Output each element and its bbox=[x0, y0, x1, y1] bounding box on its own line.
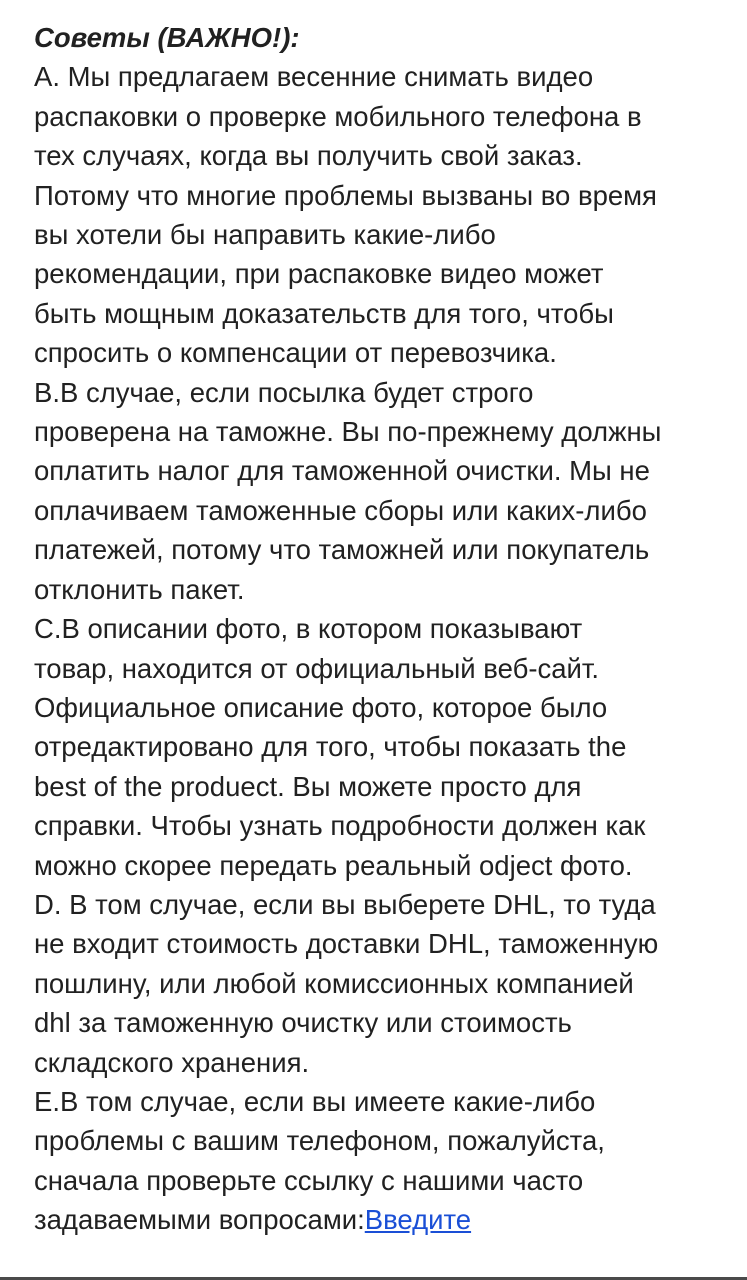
tip-d-line: dhl за таможенную очистку или стоимость bbox=[34, 1007, 572, 1039]
tip-a-line: Потому что многие проблемы вызваны во время bbox=[34, 179, 657, 211]
tip-a-line: A. Мы предлагаем весенние снимать видео bbox=[34, 61, 594, 93]
tip-c-line: товар, находится от официальный веб-сайт. bbox=[34, 652, 600, 684]
tip-d-line: D. В том случае, если вы выберете DHL, то туда bbox=[34, 888, 656, 920]
tip-b-line: оплатить налог для таможенной очистки. Мы не bbox=[34, 455, 650, 487]
tip-e-line: сначала проверьте ссылку с нашими часто bbox=[34, 1164, 584, 1196]
tip-d-line: складского хранения. bbox=[34, 1046, 310, 1078]
faq-link[interactable]: Введите bbox=[364, 1204, 472, 1236]
tip-b-line: оплачиваем таможенные сборы или каких-либо bbox=[34, 494, 647, 526]
tip-b-line: проверена на таможне. Вы по-прежнему должны bbox=[34, 416, 662, 448]
tip-c-line: best of the produect. Вы можете просто для bbox=[34, 770, 582, 802]
tip-a-line: спросить о компенсации от перевозчика. bbox=[34, 337, 557, 369]
tip-a-line: вы хотели бы направить какие-либо bbox=[34, 219, 496, 251]
tip-a-line: тех случаях, когда вы получить свой заказ. bbox=[34, 140, 583, 172]
tip-e-line: E.В том случае, если вы имеете какие-либо bbox=[34, 1085, 596, 1117]
tip-e-last-line-text: задаваемыми вопросами: bbox=[34, 1204, 365, 1236]
tip-b bbox=[34, 373, 724, 609]
tip-a-line: рекомендации, при распаковке видео может bbox=[34, 258, 604, 290]
tip-e-last-line bbox=[34, 1200, 724, 1239]
tip-c-line: Официальное описание фото, которое было bbox=[34, 691, 608, 723]
tips-document bbox=[34, 18, 724, 1240]
tip-e-line: проблемы с вашим телефоном, пожалуйста, bbox=[34, 1125, 605, 1157]
tip-d bbox=[34, 885, 724, 1082]
tip-a bbox=[34, 57, 724, 372]
tip-c-line: C.В описании фото, в котором показывают bbox=[34, 613, 583, 645]
tip-d-line: пошлину, или любой комиссионных компанией bbox=[34, 967, 634, 999]
tip-a-line: быть мощным доказательств для того, чтобы bbox=[34, 297, 614, 329]
tips-heading: Советы (ВАЖНО!): bbox=[34, 22, 300, 53]
tip-d-line: не входит стоимость доставки DHL, таможенную bbox=[34, 928, 659, 960]
tip-c bbox=[34, 609, 724, 885]
tip-b-line: B.В случае, если посылка будет строго bbox=[34, 376, 534, 408]
tip-a-line: распаковки о проверке мобильного телефона в bbox=[34, 100, 642, 132]
tip-c-line: можно скорее передать реальный odject фото. bbox=[34, 849, 633, 881]
tip-b-line: платежей, потому что таможней или покупатель bbox=[34, 534, 650, 566]
tip-c-line: справки. Чтобы узнать подробности должен как bbox=[34, 810, 646, 842]
tip-e bbox=[34, 1082, 724, 1240]
tip-c-line: отредактировано для того, чтобы показать the bbox=[34, 731, 627, 763]
tip-b-line: отклонить пакет. bbox=[34, 573, 245, 605]
